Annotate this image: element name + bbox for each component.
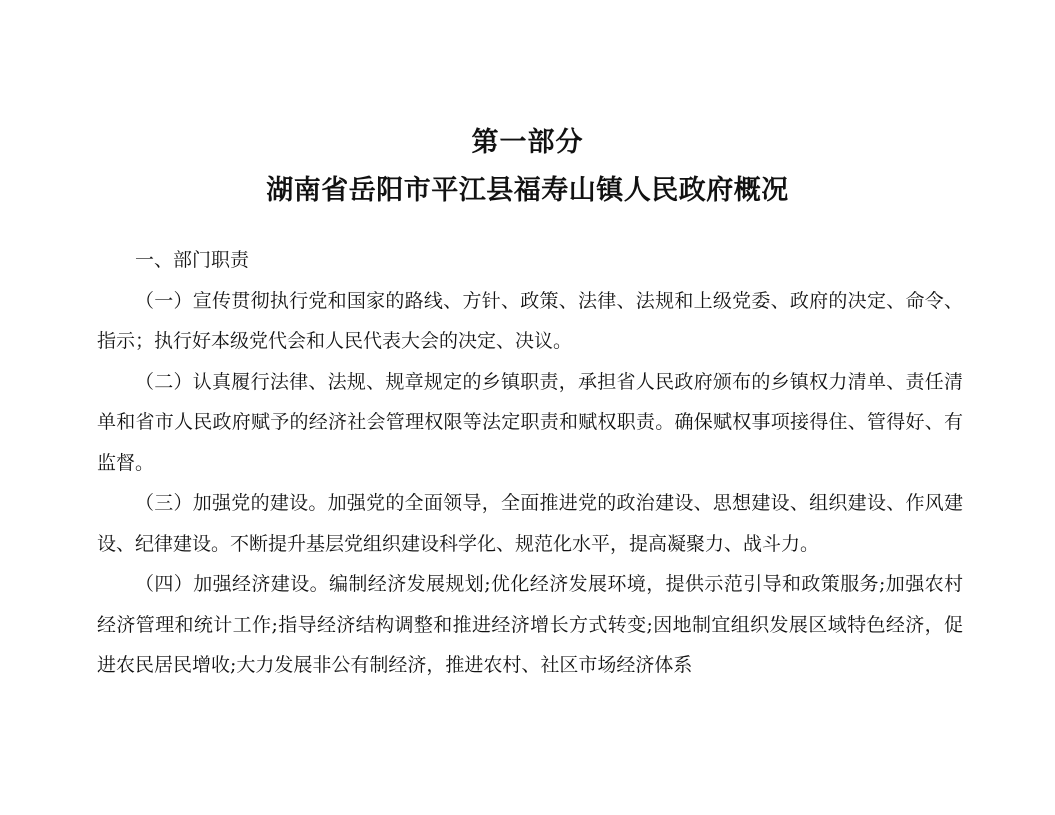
paragraph-2: （二）认真履行法律、法规、规章规定的乡镇职责，承担省人民政府颁布的乡镇权力清单、责任清单和省市人民政府赋予的经济社会管理权限等法定职责和赋权职责。确保赋权事项接得住、管得好、有监督。 <box>97 370 963 474</box>
paragraph-1: （一）宣传贯彻执行党和国家的路线、方针、政策、法律、法规和上级党委、政府的决定、命令、指示；执行好本级党代会和人民代表大会的决定、决议。 <box>97 289 963 352</box>
paragraph-3: （三）加强党的建设。加强党的全面领导，全面推进党的政治建设、思想建设、组织建设、作风建设、纪律建设。不断提升基层党组织建设科学化、规范化水平，提高凝聚力、战斗力。 <box>97 492 963 555</box>
part-title: 第一部分 <box>471 127 584 158</box>
section-heading: 一、部门职责 <box>135 249 250 271</box>
paragraph-4: （四）加强经济建设。编制经济发展规划;优化经济发展环境，提供示范引导和政策服务;加强农村经济管理和统计工作;指导经济结构调整和推进经济增长方式转变;因地制宜组织发展区域特色经济，促进农民居民增收;大力发展非公有制经济，推进农村、社区市场经济体系 <box>97 573 963 676</box>
document-title: 湖南省岳阳市平江县福寿山镇人民政府概况 <box>266 175 789 206</box>
document-body <box>97 240 963 686</box>
